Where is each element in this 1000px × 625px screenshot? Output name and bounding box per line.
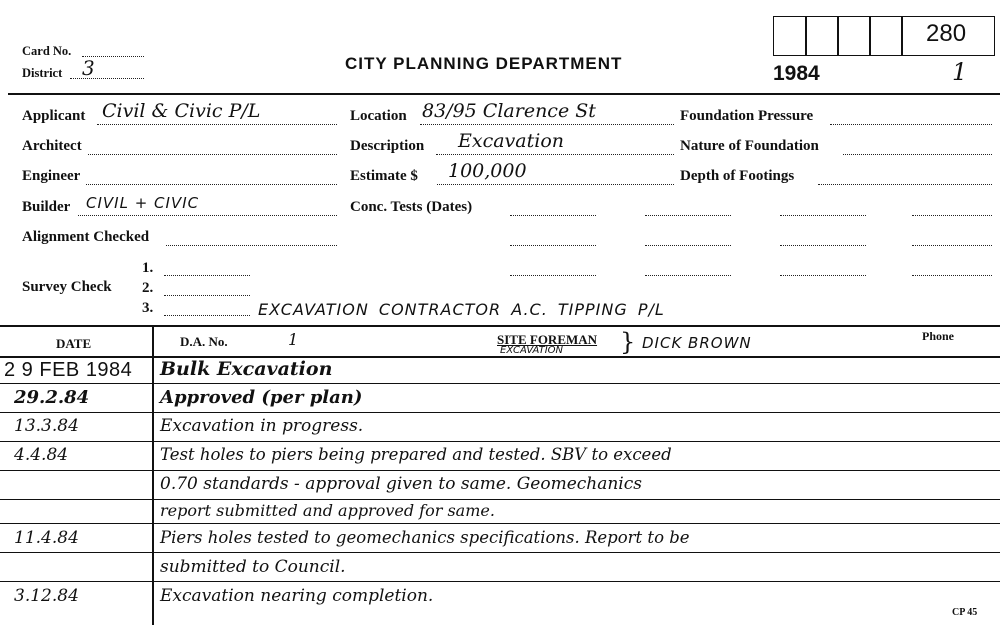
conc-line: [645, 275, 731, 276]
department-title: CITY PLANNING DEPARTMENT: [345, 54, 623, 73]
location-line: [420, 124, 674, 125]
row-text: Test holes to piers being prepared and tested. SBV to exceed: [160, 445, 672, 464]
row-text: 0.70 standards - approval given to same. Geomechanics: [160, 474, 642, 494]
year: 1984: [773, 62, 820, 85]
conc-line: [510, 245, 596, 246]
nature-label: Nature of Foundation: [680, 138, 819, 154]
box-divider: [901, 16, 903, 56]
card-no-label: Card No.: [22, 44, 72, 58]
row-date: 4.4.84: [14, 445, 69, 465]
survey-label: Survey Check: [22, 279, 112, 295]
site-foreman-label: SITE FOREMAN: [497, 332, 598, 347]
table-row: [0, 358, 1000, 384]
table-row: [0, 554, 1000, 582]
district-value: 3: [82, 56, 95, 80]
row-date: 3.12.84: [14, 586, 79, 606]
foreman-value: DICK BROWN: [642, 334, 752, 352]
foundation-pressure-label: Foundation Pressure: [680, 108, 814, 124]
builder-label: Builder: [22, 199, 71, 215]
alignment-label: Alignment Checked: [22, 229, 150, 245]
applicant-value: Civil & Civic P/L: [102, 100, 261, 122]
survey-item: 1.: [142, 260, 154, 276]
depth-label: Depth of Footings: [680, 168, 795, 184]
conc-line: [510, 215, 596, 216]
table-row: [0, 385, 1000, 413]
site-foreman-sub: EXCAVATION: [500, 345, 564, 356]
architect-line: [88, 154, 337, 155]
row-text: report submitted and approved for same.: [160, 501, 495, 520]
architect-label: Architect: [22, 138, 82, 154]
da-value: 1: [288, 330, 299, 349]
box-divider: [837, 16, 839, 56]
depth-line: [818, 184, 992, 185]
conc-line: [645, 245, 731, 246]
row-text: Excavation nearing completion.: [160, 586, 434, 606]
survey-line: [164, 275, 250, 276]
row-date: 13.3.84: [14, 416, 79, 436]
location-value: 83/95 Clarence St: [422, 100, 596, 122]
phone-label: Phone: [922, 329, 955, 343]
footer-code: CP 45: [952, 607, 978, 618]
nature-line: [843, 154, 992, 155]
conc-tests-label: Conc. Tests (Dates): [350, 199, 473, 215]
engineer-label: Engineer: [22, 168, 81, 184]
foundation-pressure-line: [830, 124, 992, 125]
survey-line: [164, 315, 250, 316]
card-number: 280: [926, 20, 967, 47]
contractor-note: EXCAVATION CONTRACTOR A.C. TIPPING P/L: [258, 300, 665, 319]
applicant-label: Applicant: [22, 108, 86, 124]
survey-line: [164, 295, 250, 296]
box-divider: [869, 16, 871, 56]
table-row: [0, 583, 1000, 611]
row-date: 2 9 FEB 1984: [4, 359, 133, 381]
description-label: Description: [350, 138, 425, 154]
conc-line: [645, 215, 731, 216]
row-text: Approved (per plan): [160, 387, 363, 408]
conc-line: [780, 245, 866, 246]
description-line: [436, 154, 674, 155]
conc-line: [780, 215, 866, 216]
date-header: DATE: [56, 336, 92, 351]
table-row: [0, 501, 1000, 524]
estimate-value: 100,000: [448, 160, 527, 182]
conc-line: [912, 215, 992, 216]
header-rule: [8, 93, 1000, 95]
row-date: 29.2.84: [14, 387, 90, 408]
table-row: [0, 472, 1000, 500]
table-row: [0, 414, 1000, 442]
location-label: Location: [350, 108, 407, 124]
table-row: [0, 525, 1000, 553]
conc-line: [510, 275, 596, 276]
table-top-rule: [0, 325, 1000, 327]
survey-item: 2.: [142, 280, 154, 296]
da-label: D.A. No.: [180, 334, 228, 349]
row-text: submitted to Council.: [160, 557, 346, 577]
sheet-number: 1: [952, 58, 968, 86]
builder-line: [78, 215, 337, 216]
district-label: District: [22, 66, 63, 80]
table-row: [0, 443, 1000, 471]
row-text: Piers holes tested to geomechanics specifications. Report to be: [160, 528, 690, 547]
estimate-label: Estimate $: [350, 168, 418, 184]
box-divider: [805, 16, 807, 56]
estimate-line: [437, 184, 674, 185]
row-date: 11.4.84: [14, 528, 79, 548]
survey-item: 3.: [142, 300, 154, 316]
conc-line: [912, 245, 992, 246]
alignment-line: [166, 245, 337, 246]
engineer-line: [86, 184, 337, 185]
row-text: Bulk Excavation: [160, 358, 333, 380]
builder-value: CIVIL + CIVIC: [86, 194, 200, 212]
conc-line: [912, 275, 992, 276]
conc-line: [780, 275, 866, 276]
brace-symbol: }: [620, 328, 636, 356]
description-value: Excavation: [458, 130, 565, 152]
row-text: Excavation in progress.: [160, 416, 364, 436]
applicant-line: [97, 124, 337, 125]
